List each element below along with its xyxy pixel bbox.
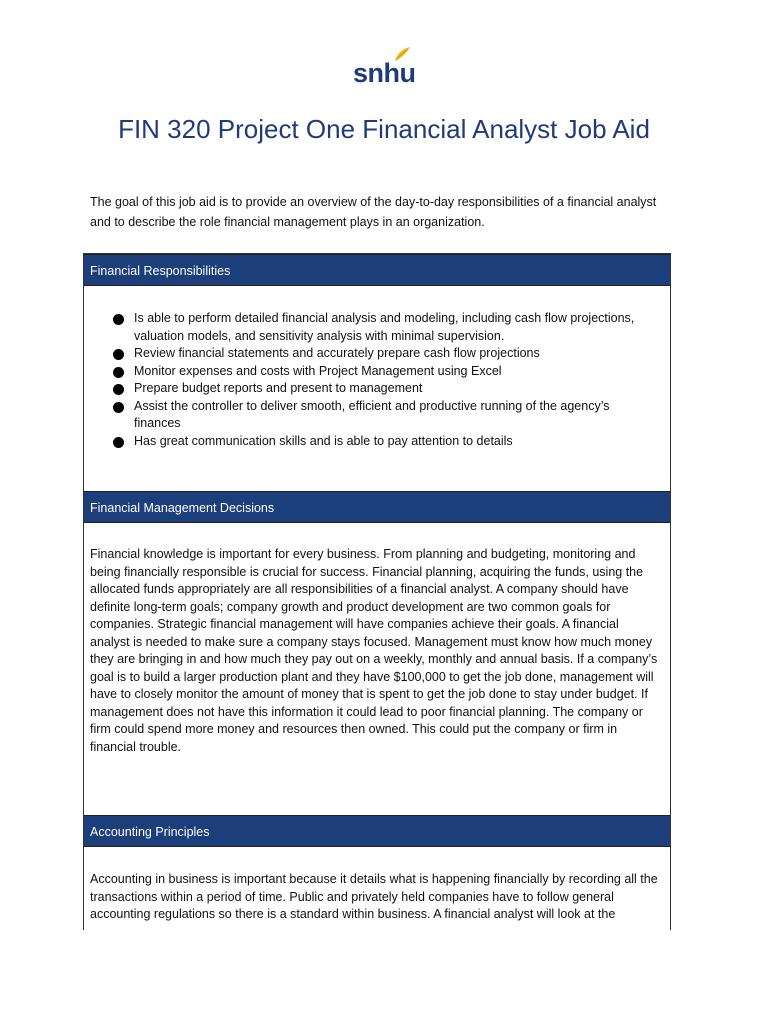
section-header-accounting-principles: Accounting Principles — [84, 815, 670, 847]
decisions-paragraph: Financial knowledge is important for every business. From planning and budgeting, monitoring and being financially responsible is crucial for success. Financial planning, acquiring the funds, using the allocated funds appropriately are all responsibilities of a financial analyst. A company should have definite long-term goals; company growth and product development are two common goals for companies. Strategic financial management will have companies achieve their goals. A financial analyst is needed to make sure a company stays focused. Management must know how much money they are bringing in and how much they pay out on a weekly, monthly and annual basis. If a company’s goal is to build a larger production plant and they have $100,000 to get the job done, management will have to closely monitor the amount of money that is spent to get the job done to stay under budget. If management does not have this information it could lead to poor financial planning. The company or firm could spend more money and resources then owned. This could put the company or firm in financial trouble. — [90, 547, 658, 754]
bullet-icon — [113, 384, 124, 395]
list-item: Is able to perform detailed financial analysis and modeling, including cash flow projections, valuation models, and sensitivity analysis with minimal supervision. — [90, 310, 664, 345]
bullet-icon — [113, 349, 124, 360]
list-item: Has great communication skills and is able to pay attention to details — [90, 433, 664, 451]
list-item: Review financial statements and accurately prepare cash flow projections — [90, 345, 664, 363]
bullet-icon — [113, 314, 124, 325]
bullet-icon — [113, 437, 124, 448]
bullet-icon — [113, 367, 124, 378]
intro-paragraph: The goal of this job aid is to provide an overview of the day-to-day responsibilities of a financial analyst and to describe the role financial management plays in an organization. — [90, 195, 657, 229]
list-item: Assist the controller to deliver smooth, efficient and productive running of the agency’s finances — [90, 398, 664, 433]
list-item: Monitor expenses and costs with Project Management using Excel — [90, 363, 664, 381]
page-title: FIN 320 Project One Financial Analyst Job Aid — [118, 114, 650, 144]
section-header-financial-management-decisions: Financial Management Decisions — [84, 491, 670, 523]
bullet-icon — [113, 402, 124, 413]
section-body-accounting-principles — [84, 871, 670, 924]
section-body-financial-responsibilities — [84, 310, 670, 450]
section-header-financial-responsibilities: Financial Responsibilities — [84, 254, 670, 286]
job-aid-table — [83, 253, 671, 930]
responsibilities-list — [90, 310, 664, 450]
logo-wordmark: snhu — [353, 58, 416, 88]
section-body-financial-management-decisions — [84, 546, 670, 756]
snhu-logo — [353, 44, 416, 92]
list-item: Prepare budget reports and present to management — [90, 380, 664, 398]
accounting-paragraph: Accounting in business is important because it details what is happening financially by recording all the transactions within a period of time. Public and privately held companies have to follow general accounting regulations so there is a standard within business. A financial analyst will look at the — [90, 872, 658, 921]
